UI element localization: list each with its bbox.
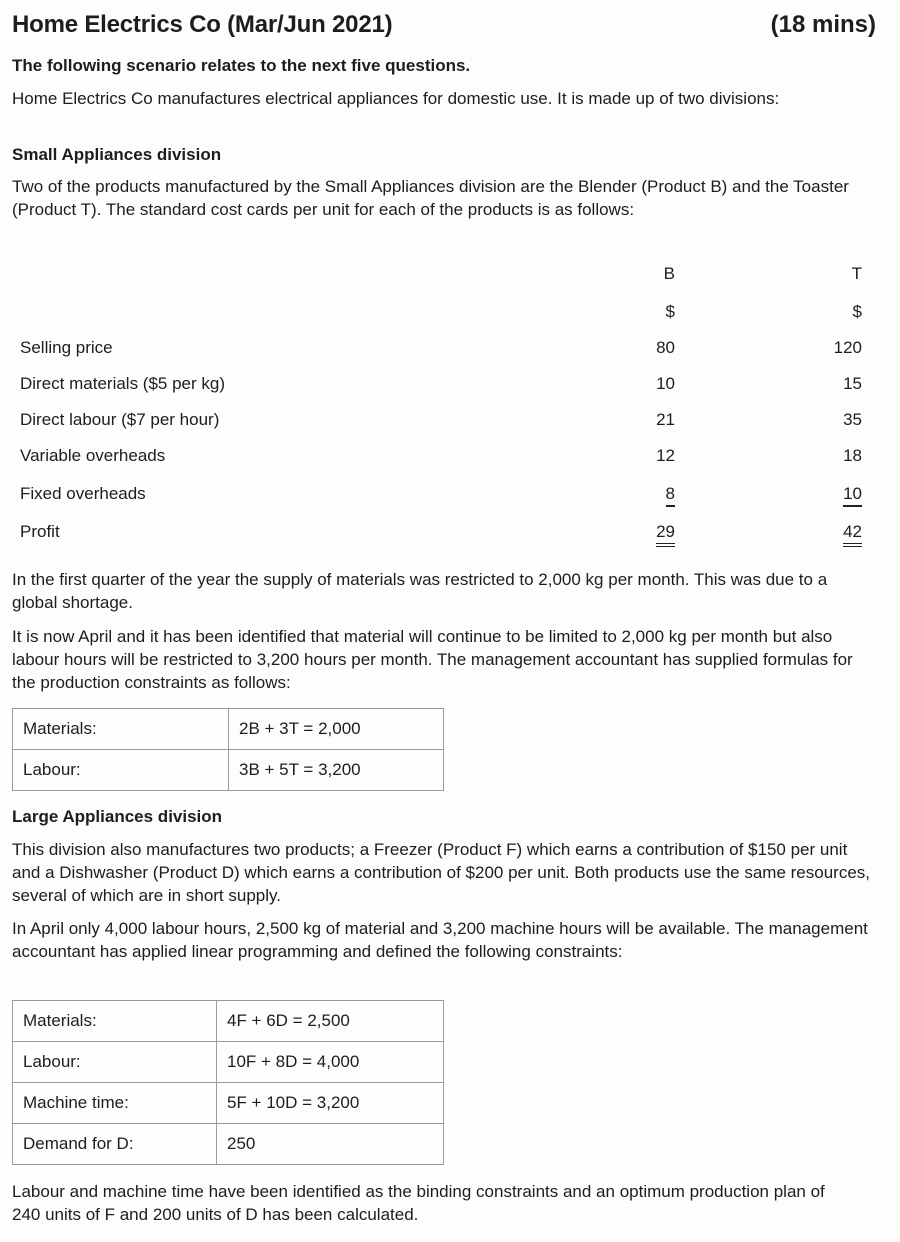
conclusion-paragraph: Labour and machine time have been identified as the binding constraints and an optimum production plan of 240 units of F and 200 units of D has been calculated. [12,1182,825,1224]
company-intro: Home Electrics Co manufactures electrical appliances for domestic use. It is made up of two divisions: [12,89,780,108]
constraint-label: Labour: [13,1042,217,1083]
cost-label: Profit [20,522,60,541]
cost-label: Selling price [20,338,113,357]
constraint-formula: 3B + 5T = 3,200 [229,750,444,791]
small-division-description: Two of the products manufactured by the Small Appliances division are the Blender (Product B) and the Toaster (Product T). The standard cost cards per unit for each of the products is as follows: [12,177,849,219]
large-division-description: This division also manufactures two products; a Freezer (Product F) which earns a contribution of $150 per unit and a Dishwasher (Product D) which earns a contribution of $200 per unit. Both products use the same resources, several of which are in short supply. [12,840,871,905]
cost-label: Fixed overheads [20,484,146,503]
large-constraints-table [12,1000,444,1165]
cost-label: Variable overheads [20,446,166,465]
constraint-row [13,709,444,750]
title-row [12,8,876,42]
cost-value-t: 15 [843,374,862,393]
april-large-paragraph: In April only 4,000 labour hours, 2,500 kg of material and 3,200 machine hours will be available. The management accountant has applied linear programming and defined the following constraints: [12,919,868,961]
first-quarter-paragraph: In the first quarter of the year the supply of materials was restricted to 2,000 kg per month. This was due to a global shortage. [12,570,828,612]
cost-label: Direct materials ($5 per kg) [20,374,226,393]
cost-row-profit [20,522,870,558]
currency-t: $ [852,302,862,321]
cost-row-variable-overheads [20,446,870,482]
cost-value-b: 29 [656,522,675,547]
constraint-formula: 2B + 3T = 2,000 [229,709,444,750]
constraint-row [13,1001,444,1042]
cost-value-b: 8 [666,484,675,507]
constraint-formula: 10F + 8D = 4,000 [217,1042,444,1083]
constraint-row [13,1124,444,1165]
cost-row-direct-materials [20,374,870,410]
cost-value-b: 80 [656,338,675,357]
constraint-formula: 250 [217,1124,444,1165]
column-header-t: T [851,264,862,283]
cost-value-t: 120 [833,338,862,357]
constraint-label: Materials: [13,1001,217,1042]
cost-value-t: 10 [843,484,862,507]
cost-value-b: 10 [656,374,675,393]
page-title: Home Electrics Co (Mar/Jun 2021) [12,11,393,38]
constraint-formula: 4F + 6D = 2,500 [217,1001,444,1042]
cost-value-b: 21 [656,410,675,429]
cost-value-t: 18 [843,446,862,465]
constraint-row [13,750,444,791]
constraint-label: Labour: [13,750,229,791]
cost-header-row [20,264,870,300]
constraint-label: Demand for D: [13,1124,217,1165]
cost-label: Direct labour ($7 per hour) [20,410,220,429]
small-division-heading: Small Appliances division [12,145,222,164]
constraint-label: Materials: [13,709,229,750]
cost-row-selling-price [20,338,870,374]
cost-row-fixed-overheads [20,484,870,520]
cost-value-b: 12 [656,446,675,465]
constraint-formula: 5F + 10D = 3,200 [217,1083,444,1124]
column-header-b: B [663,264,675,283]
cost-currency-row [20,302,870,338]
cost-row-direct-labour [20,410,870,446]
time-allowance: (18 mins) [770,11,876,38]
cost-value-t: 42 [843,522,862,547]
april-small-paragraph: It is now April and it has been identified that material will continue to be limited to 2,000 kg per month but also labour hours will be restricted to 3,200 hours per month. The management accountant has supplied formulas for the production constraints as follows: [12,627,853,692]
large-division-heading: Large Appliances division [12,807,223,826]
constraint-row [13,1083,444,1124]
scenario-lead: The following scenario relates to the next five questions. [12,56,471,75]
constraint-label: Machine time: [13,1083,217,1124]
currency-b: $ [665,302,675,321]
small-constraints-table [12,708,444,791]
cost-value-t: 35 [843,410,862,429]
constraint-row [13,1042,444,1083]
